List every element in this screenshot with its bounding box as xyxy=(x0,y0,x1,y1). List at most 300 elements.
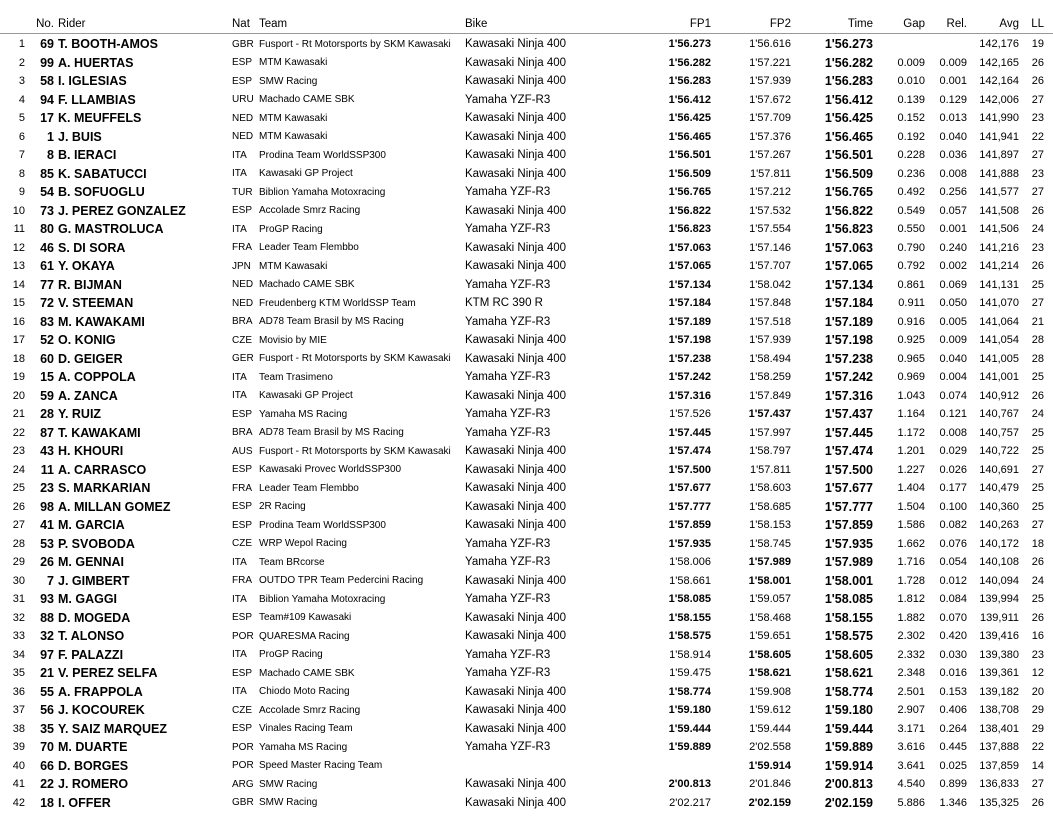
best-time: 2'02.159 xyxy=(824,795,873,810)
average-speed: 141,508 xyxy=(979,204,1019,217)
fp1-time: 1'57.474 xyxy=(668,445,711,458)
col-header-gap: Gap xyxy=(873,10,925,34)
row-position: 12 xyxy=(12,241,25,254)
row-position: 2 xyxy=(18,56,25,69)
table-row xyxy=(0,91,1053,110)
gap-to-leader: 0.925 xyxy=(897,334,925,347)
row-position: 11 xyxy=(13,223,25,236)
average-speed: 141,577 xyxy=(979,186,1019,199)
average-speed: 139,182 xyxy=(979,685,1019,698)
fp2-time: 1'58.001 xyxy=(748,574,791,587)
best-time: 1'59.180 xyxy=(824,703,873,718)
team-name: Accolade Smrz Racing xyxy=(259,205,361,217)
average-speed: 141,064 xyxy=(979,315,1019,328)
fp1-time: 2'00.813 xyxy=(668,778,711,791)
average-speed: 140,757 xyxy=(979,426,1019,439)
bike-model: Yamaha YZF-R3 xyxy=(465,186,551,199)
fp2-time: 1'57.811 xyxy=(749,167,791,180)
team-name: SMW Racing xyxy=(259,75,318,87)
fp2-time: 1'59.612 xyxy=(749,704,791,717)
rider-name: R. BIJMAN xyxy=(58,277,122,292)
row-position: 10 xyxy=(12,204,25,217)
rider-number: 55 xyxy=(40,684,54,699)
laps-count: 27 xyxy=(1031,463,1044,476)
rider-nationality: ESP xyxy=(232,408,253,420)
rider-name: M. GAGGI xyxy=(58,592,118,607)
laps-count: 26 xyxy=(1031,75,1044,88)
team-name: Fusport - Rt Motorsports by SKM Kawasaki xyxy=(259,353,451,365)
table-row xyxy=(0,165,1053,184)
best-time: 1'59.889 xyxy=(824,740,873,755)
table-row xyxy=(0,387,1053,406)
fp1-time: 1'56.282 xyxy=(668,56,711,69)
col-header-avg: Avg xyxy=(967,10,1019,34)
average-speed: 139,994 xyxy=(979,593,1019,606)
laps-count: 25 xyxy=(1031,426,1044,439)
gap-to-previous: 0.129 xyxy=(939,93,967,106)
fp1-time: 1'57.065 xyxy=(668,260,711,273)
laps-count: 25 xyxy=(1031,445,1044,458)
team-name: Kawasaki Provec WorldSSP300 xyxy=(259,464,402,476)
rider-name: P. SVOBODA xyxy=(58,536,135,551)
gap-to-leader: 0.861 xyxy=(897,278,925,291)
col-header-team: Team xyxy=(259,10,465,34)
rider-name: A. FRAPPOLA xyxy=(58,684,143,699)
fp2-time: 1'59.651 xyxy=(749,630,791,643)
team-name: AD78 Team Brasil by MS Racing xyxy=(259,316,404,328)
fp1-time: 1'58.914 xyxy=(669,648,711,661)
average-speed: 140,108 xyxy=(979,556,1019,569)
rider-nationality: ESP xyxy=(232,612,253,624)
rider-number: 61 xyxy=(40,259,54,274)
rider-nationality: URU xyxy=(232,94,254,106)
laps-count: 26 xyxy=(1031,56,1044,69)
gap-to-previous: 0.025 xyxy=(939,759,967,772)
rider-name: Y. OKAYA xyxy=(58,259,115,274)
bike-model: KTM RC 390 R xyxy=(465,297,543,310)
best-time: 1'57.189 xyxy=(824,314,873,329)
table-row xyxy=(0,535,1053,554)
laps-count: 26 xyxy=(1031,389,1044,402)
col-header-bike: Bike xyxy=(465,10,625,34)
row-position: 42 xyxy=(12,796,25,809)
best-time: 2'00.813 xyxy=(824,777,873,792)
gap-to-leader: 1.812 xyxy=(897,593,925,606)
best-time: 1'57.065 xyxy=(824,259,873,274)
rider-name: S. MARKARIAN xyxy=(58,481,151,496)
rider-number: 97 xyxy=(40,647,54,662)
bike-model: Kawasaki Ninja 400 xyxy=(465,112,567,125)
rider-name: G. MASTROLUCA xyxy=(58,222,164,237)
row-position: 23 xyxy=(12,445,25,458)
rider-number: 41 xyxy=(40,518,54,533)
rider-nationality: ESP xyxy=(232,667,253,679)
table-row xyxy=(0,128,1053,147)
team-name: MTM Kawasaki xyxy=(259,260,328,272)
gap-to-leader: 1.728 xyxy=(897,574,925,587)
fp1-time: 1'59.444 xyxy=(668,722,711,735)
rider-number: 69 xyxy=(40,37,54,52)
laps-count: 26 xyxy=(1031,260,1044,273)
best-time: 1'56.501 xyxy=(824,148,873,163)
average-speed: 136,833 xyxy=(979,778,1019,791)
average-speed: 140,722 xyxy=(979,445,1019,458)
gap-to-leader: 4.540 xyxy=(897,778,925,791)
team-name: Yamaha MS Racing xyxy=(259,741,348,753)
bike-model: Kawasaki Ninja 400 xyxy=(465,463,567,476)
best-time: 1'58.605 xyxy=(824,647,873,662)
gap-to-previous: 0.012 xyxy=(939,574,967,587)
gap-to-leader: 1.201 xyxy=(897,445,925,458)
laps-count: 27 xyxy=(1031,297,1044,310)
rider-number: 88 xyxy=(40,610,54,625)
gap-to-leader: 0.009 xyxy=(897,56,925,69)
table-row xyxy=(0,479,1053,498)
table-row xyxy=(0,775,1053,794)
bike-model: Yamaha YZF-R3 xyxy=(465,371,551,384)
bike-model: Kawasaki Ninja 400 xyxy=(465,482,567,495)
fp2-time: 1'57.939 xyxy=(749,75,791,88)
col-header-rel: Rel. xyxy=(925,10,967,34)
bike-model: Kawasaki Ninja 400 xyxy=(465,204,567,217)
fp1-time: 1'56.501 xyxy=(668,149,711,162)
rider-number: 66 xyxy=(40,758,54,773)
col-header-ll: LL xyxy=(1019,10,1053,34)
best-time: 1'58.774 xyxy=(824,684,873,699)
rider-nationality: ESP xyxy=(232,519,253,531)
fp1-time: 2'02.217 xyxy=(669,796,711,809)
team-name: Vinales Racing Team xyxy=(259,723,353,735)
average-speed: 135,325 xyxy=(979,796,1019,809)
gap-to-leader: 1.504 xyxy=(897,500,925,513)
rider-number: 53 xyxy=(40,536,54,551)
fp1-time: 1'57.445 xyxy=(668,426,711,439)
rider-number: 28 xyxy=(40,407,54,422)
gap-to-leader: 0.492 xyxy=(897,186,925,199)
fp2-time: 1'57.672 xyxy=(749,93,791,106)
average-speed: 140,172 xyxy=(979,537,1019,550)
gap-to-leader: 0.010 xyxy=(897,75,925,88)
fp2-time: 1'57.707 xyxy=(749,260,791,273)
gap-to-leader: 0.549 xyxy=(897,204,925,217)
average-speed: 142,006 xyxy=(979,93,1019,106)
rider-number: 11 xyxy=(40,462,54,477)
team-name: Machado CAME SBK xyxy=(259,279,355,291)
rider-name: D. MOGEDA xyxy=(58,610,131,625)
average-speed: 140,691 xyxy=(979,463,1019,476)
gap-to-previous: 0.001 xyxy=(939,223,967,236)
average-speed: 141,990 xyxy=(979,112,1019,125)
best-time: 1'56.509 xyxy=(824,166,873,181)
rider-name: M. GENNAI xyxy=(58,555,124,570)
rider-nationality: TUR xyxy=(232,186,253,198)
fp2-time: 2'02.159 xyxy=(748,796,791,809)
row-position: 33 xyxy=(12,630,25,643)
team-name: Team BRcorse xyxy=(259,556,325,568)
bike-model: Kawasaki Ninja 400 xyxy=(465,519,567,532)
table-row xyxy=(0,516,1053,535)
laps-count: 25 xyxy=(1031,371,1044,384)
team-name: Biblion Yamaha Motoxracing xyxy=(259,186,386,198)
team-name: AD78 Team Brasil by MS Racing xyxy=(259,427,404,439)
rider-nationality: ARG xyxy=(232,778,254,790)
rider-number: 70 xyxy=(40,740,54,755)
gap-to-previous: 0.050 xyxy=(939,297,967,310)
fp1-time: 1'57.859 xyxy=(668,519,711,532)
fp2-time: 1'58.259 xyxy=(749,371,791,384)
average-speed: 141,214 xyxy=(979,260,1019,273)
row-position: 26 xyxy=(12,500,25,513)
rider-nationality: AUS xyxy=(232,445,253,457)
gap-to-previous: 0.040 xyxy=(939,352,967,365)
row-position: 34 xyxy=(12,648,25,661)
rider-number: 22 xyxy=(40,777,54,792)
average-speed: 139,380 xyxy=(979,648,1019,661)
gap-to-previous: 0.036 xyxy=(939,149,967,162)
table-row xyxy=(0,405,1053,424)
table-row xyxy=(0,720,1053,739)
bike-model: Yamaha YZF-R3 xyxy=(465,93,551,106)
fp1-time: 1'56.509 xyxy=(668,167,711,180)
fp1-time: 1'57.677 xyxy=(668,482,711,495)
bike-model: Yamaha YZF-R3 xyxy=(465,408,551,421)
fp2-time: 1'58.603 xyxy=(749,482,791,495)
rider-name: A. COPPOLA xyxy=(58,370,136,385)
rider-name: H. KHOURI xyxy=(58,444,124,459)
bike-model: Kawasaki Ninja 400 xyxy=(465,796,567,809)
average-speed: 140,360 xyxy=(979,500,1019,513)
gap-to-leader: 0.792 xyxy=(897,260,925,273)
best-time: 1'57.777 xyxy=(824,499,873,514)
fp2-time: 1'57.989 xyxy=(748,556,791,569)
rider-number: 54 xyxy=(40,185,54,200)
gap-to-previous: 0.026 xyxy=(939,463,967,476)
team-name: SMW Racing xyxy=(259,797,318,809)
row-position: 38 xyxy=(12,722,25,735)
fp2-time: 1'58.153 xyxy=(749,519,791,532)
rider-number: 21 xyxy=(40,666,54,681)
row-position: 3 xyxy=(18,75,25,88)
best-time: 1'56.273 xyxy=(824,37,873,52)
gap-to-leader: 1.662 xyxy=(897,537,925,550)
gap-to-leader: 1.227 xyxy=(897,463,925,476)
best-time: 1'57.242 xyxy=(824,370,873,385)
rider-number: 85 xyxy=(40,166,54,181)
laps-count: 26 xyxy=(1031,796,1044,809)
laps-count: 24 xyxy=(1031,223,1044,236)
gap-to-previous: 0.009 xyxy=(939,56,967,69)
results-body xyxy=(0,34,1053,813)
fp2-time: 1'57.437 xyxy=(748,408,791,421)
laps-count: 25 xyxy=(1031,278,1044,291)
team-name: MTM Kawasaki xyxy=(259,57,328,69)
rider-name: M. KAWAKAMI xyxy=(58,314,145,329)
laps-count: 25 xyxy=(1031,500,1044,513)
rider-name: K. MEUFFELS xyxy=(58,111,142,126)
rider-name: A. MILLAN GOMEZ xyxy=(58,499,171,514)
fp1-time: 1'58.774 xyxy=(668,685,711,698)
gap-to-leader: 0.228 xyxy=(897,149,925,162)
laps-count: 26 xyxy=(1031,204,1044,217)
fp1-time: 1'59.180 xyxy=(668,704,711,717)
gap-to-previous: 0.005 xyxy=(939,315,967,328)
fp1-time: 1'58.575 xyxy=(668,630,711,643)
fp1-time: 1'57.184 xyxy=(668,297,711,310)
table-row xyxy=(0,183,1053,202)
rider-name: T. ALONSO xyxy=(58,629,125,644)
rider-number: 7 xyxy=(47,573,54,588)
row-position: 35 xyxy=(12,667,25,680)
rider-number: 18 xyxy=(40,795,54,810)
laps-count: 25 xyxy=(1031,482,1044,495)
col-header-fp2: FP2 xyxy=(711,10,791,34)
row-position: 24 xyxy=(12,463,25,476)
fp1-time: 1'59.475 xyxy=(669,667,711,680)
row-position: 25 xyxy=(12,482,25,495)
bike-model xyxy=(465,757,625,776)
best-time: 1'58.155 xyxy=(824,610,873,625)
bike-model: Yamaha YZF-R3 xyxy=(465,556,551,569)
best-time: 1'59.444 xyxy=(824,721,873,736)
col-header-pos xyxy=(0,10,32,34)
gap-to-leader: 2.501 xyxy=(897,685,925,698)
table-row xyxy=(0,609,1053,628)
rider-nationality: POR xyxy=(232,760,254,772)
laps-count: 25 xyxy=(1031,593,1044,606)
rider-name: T. KAWAKAMI xyxy=(58,425,141,440)
gap-to-previous: 0.084 xyxy=(939,593,967,606)
rider-name: A. HUERTAS xyxy=(58,55,134,70)
fp2-time: 1'57.997 xyxy=(749,426,791,439)
fp2-time: 1'58.797 xyxy=(749,445,791,458)
col-header-no: No. xyxy=(32,10,58,34)
average-speed: 140,263 xyxy=(979,519,1019,532)
average-speed: 141,941 xyxy=(979,130,1019,143)
col-header-nat: Nat xyxy=(232,10,259,34)
fp1-time: 1'57.134 xyxy=(668,278,711,291)
rider-nationality: NED xyxy=(232,297,254,309)
table-row xyxy=(0,442,1053,461)
row-position: 1 xyxy=(18,38,25,51)
gap-to-leader: 0.152 xyxy=(897,112,925,125)
rider-number: 77 xyxy=(40,277,54,292)
average-speed: 142,176 xyxy=(979,38,1019,51)
best-time: 1'57.859 xyxy=(824,518,873,533)
table-row xyxy=(0,331,1053,350)
gap-to-leader: 1.404 xyxy=(897,482,925,495)
average-speed: 142,164 xyxy=(979,75,1019,88)
fp1-time: 1'57.198 xyxy=(668,334,711,347)
gap-to-previous: 0.256 xyxy=(939,186,967,199)
table-row xyxy=(0,276,1053,295)
rider-nationality: GER xyxy=(232,353,254,365)
laps-count: 27 xyxy=(1031,519,1044,532)
row-position: 36 xyxy=(12,685,25,698)
team-name: MTM Kawasaki xyxy=(259,131,328,143)
gap-to-previous: 0.030 xyxy=(939,648,967,661)
rider-nationality: CZE xyxy=(232,538,252,550)
team-name: Machado CAME SBK xyxy=(259,667,355,679)
gap-to-previous: 0.899 xyxy=(939,778,967,791)
rider-nationality: ITA xyxy=(232,149,247,161)
fp2-time: 1'59.908 xyxy=(749,685,791,698)
laps-count: 22 xyxy=(1031,130,1044,143)
bike-model: Kawasaki Ninja 400 xyxy=(465,352,567,365)
table-row xyxy=(0,572,1053,591)
gap-to-previous: 0.100 xyxy=(939,500,967,513)
fp1-time: 1'57.242 xyxy=(668,371,711,384)
rider-number: 56 xyxy=(40,703,54,718)
bike-model: Kawasaki Ninja 400 xyxy=(465,149,567,162)
laps-count: 24 xyxy=(1031,408,1044,421)
fp2-time: 1'57.267 xyxy=(749,149,791,162)
fp2-time: 1'58.605 xyxy=(748,648,791,661)
gap-to-previous: 0.406 xyxy=(939,704,967,717)
team-name: Yamaha MS Racing xyxy=(259,408,348,420)
bike-model: Yamaha YZF-R3 xyxy=(465,426,551,439)
average-speed: 141,001 xyxy=(979,371,1019,384)
average-speed: 141,054 xyxy=(979,334,1019,347)
table-row xyxy=(0,294,1053,313)
fp2-time: 1'57.146 xyxy=(749,241,791,254)
laps-count: 23 xyxy=(1031,167,1044,180)
team-name: SMW Racing xyxy=(259,778,318,790)
gap-to-leader: 2.907 xyxy=(897,704,925,717)
rider-number: 60 xyxy=(40,351,54,366)
gap-to-previous: 0.069 xyxy=(939,278,967,291)
team-name: Fusport - Rt Motorsports by SKM Kawasaki xyxy=(259,38,451,50)
team-name: Movisio by MIE xyxy=(259,334,327,346)
col-header-time: Time xyxy=(791,10,873,34)
gap-to-leader: 0.916 xyxy=(897,315,925,328)
laps-count: 28 xyxy=(1031,334,1044,347)
row-position: 32 xyxy=(12,611,25,624)
gap-to-previous: 0.054 xyxy=(939,556,967,569)
rider-nationality: NED xyxy=(232,131,254,143)
fp2-time: 1'57.221 xyxy=(749,56,791,69)
laps-count: 18 xyxy=(1031,537,1044,550)
fp1-time: 1'58.085 xyxy=(668,593,711,606)
fp1-time: 1'58.661 xyxy=(669,574,711,587)
gap-to-leader: 2.332 xyxy=(897,648,925,661)
rider-number: 94 xyxy=(40,92,54,107)
laps-count: 28 xyxy=(1031,352,1044,365)
gap-to-leader: 3.171 xyxy=(897,722,925,735)
rider-nationality: NED xyxy=(232,279,254,291)
table-row xyxy=(0,54,1053,73)
gap-to-previous: 0.009 xyxy=(939,334,967,347)
team-name: 2R Racing xyxy=(259,501,306,513)
gap-to-leader: 0.139 xyxy=(897,93,925,106)
row-position: 40 xyxy=(12,759,25,772)
laps-count: 14 xyxy=(1031,759,1044,772)
row-position: 15 xyxy=(12,297,25,310)
fp1-time: 1'57.500 xyxy=(668,463,711,476)
team-name: Leader Team Flembbo xyxy=(259,242,359,254)
rider-nationality: ITA xyxy=(232,649,247,661)
laps-count: 26 xyxy=(1031,611,1044,624)
rider-name: Y. RUIZ xyxy=(58,407,102,422)
gap-to-previous: 0.076 xyxy=(939,537,967,550)
average-speed: 142,165 xyxy=(979,56,1019,69)
rider-name: I. OFFER xyxy=(58,795,111,810)
fp1-time: 1'57.238 xyxy=(668,352,711,365)
rider-number: 43 xyxy=(40,444,54,459)
gap-to-leader: 1.172 xyxy=(897,426,925,439)
fp2-time: 1'58.745 xyxy=(749,537,791,550)
gap-to-previous: 0.004 xyxy=(939,371,967,384)
bike-model: Kawasaki Ninja 400 xyxy=(465,445,567,458)
